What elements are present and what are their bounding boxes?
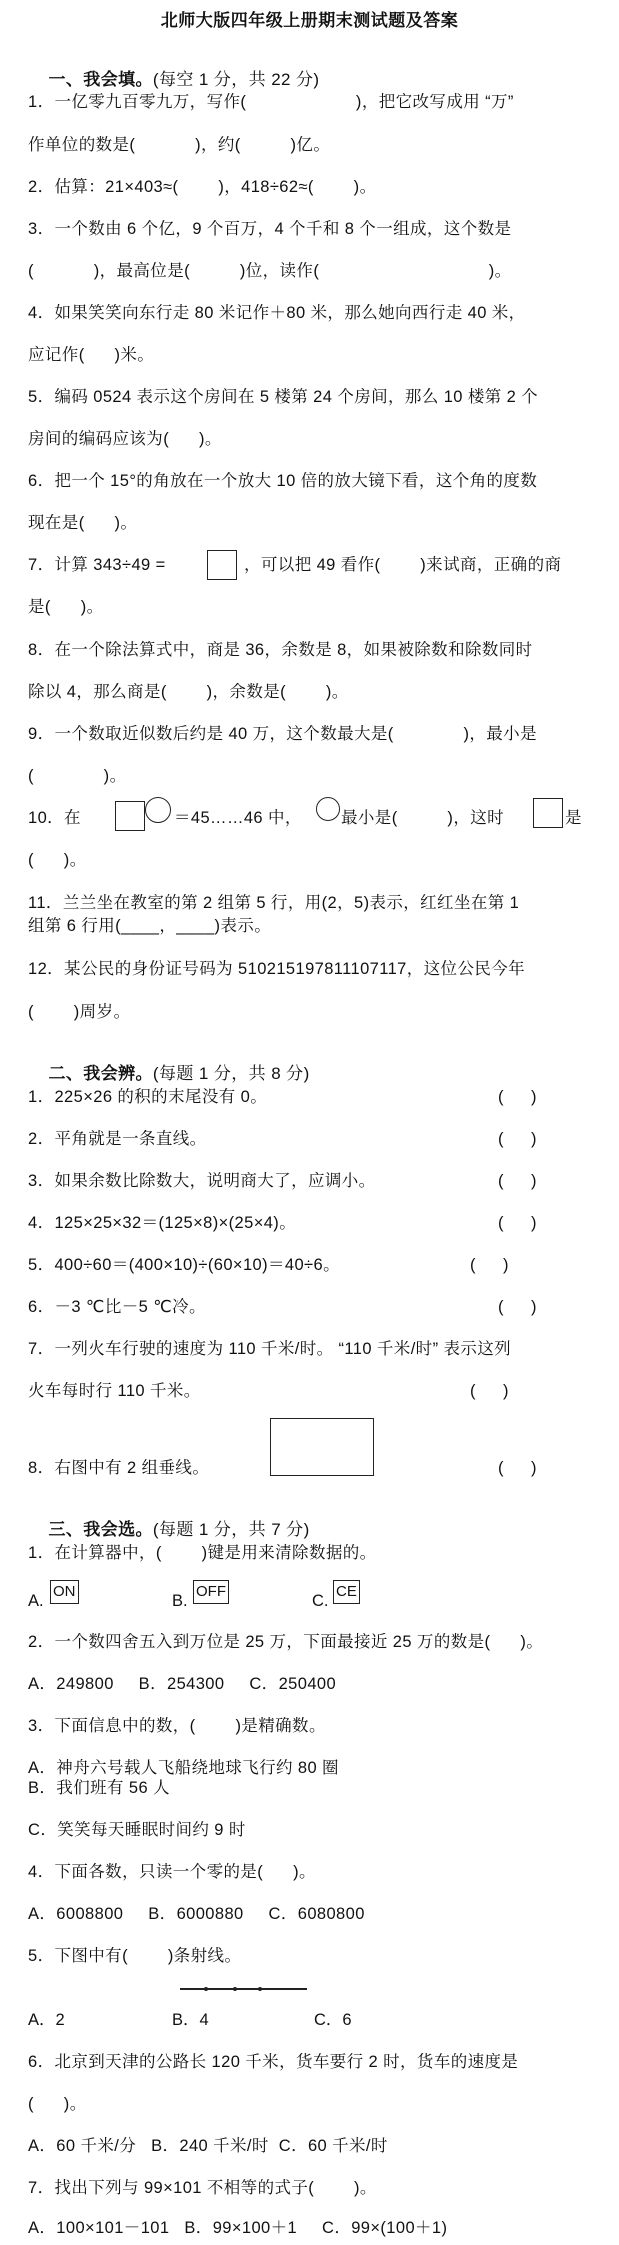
s1-line-9: 房间的编码应该为( )。 [28, 430, 222, 448]
page-title: 北师大版四年级上册期末测试题及答案 [160, 11, 459, 30]
s3-q5: 5．下图中有( )条射线。 [28, 1947, 242, 1965]
s2-bracket-4: ( ) [498, 1214, 537, 1232]
s1-line-27: ( )周岁。 [28, 1003, 131, 1021]
s2-bracket-7: ( ) [470, 1382, 509, 1400]
s3-q5-c: C．6 [314, 2011, 352, 2029]
s2-bracket-1: ( ) [498, 1088, 537, 1106]
s1-line-11: 现在是( )。 [28, 514, 138, 532]
s2-item-2: 2．平角就是一条直线。 [28, 1130, 207, 1148]
s1-line-2: 作单位的数是( )，约( )亿。 [28, 136, 331, 154]
section1-note: (每空 1 分，共 22 分) [152, 70, 320, 89]
s3-q1-c-label: C. [312, 1592, 329, 1610]
section3-note: (每题 1 分，共 7 分) [152, 1520, 310, 1539]
answer-box [207, 550, 237, 580]
s3-q3-b: B．我们班有 56 人 [28, 1779, 170, 1797]
s2-item-4: 4．125×25×32＝(125×8)×(25×4)。 [28, 1214, 297, 1232]
s3-q2: 2．一个数四舍五入到万位是 25 万，下面最接近 25 万的数是( )。 [28, 1633, 544, 1651]
s1-line-17: 9．一个数取近似数后约是 40 万，这个数最大是( )，最小是 [28, 725, 537, 743]
s2-item-7b: 火车每时行 110 千米。 [28, 1382, 201, 1400]
s2-item-3: 3．如果余数比除数大，说明商大了，应调小。 [28, 1172, 376, 1190]
s1-line-1: 1．一亿零九百零九万，写作( )，把它改写成用 “万” [28, 93, 514, 111]
s3-q1-a-label: A. [28, 1592, 44, 1610]
s1-line-16: 除以 4，那么商是( )，余数是( )。 [28, 683, 349, 701]
s1-line-25: 组第 6 行用(____，____)表示。 [28, 917, 272, 935]
s3-q7-options: A．100×101－101 B．99×100＋1 C．99×(100＋1) [28, 2219, 448, 2237]
s1-line-10: 6．把一个 15°的角放在一个放大 10 倍的放大镜下看，这个角的度数 [28, 472, 538, 490]
ray-point-1 [204, 1987, 208, 1991]
s1-line-15: 8．在一个除法算式中，商是 36，余数是 8，如果被除数和除数同时 [28, 641, 533, 659]
s1-line-8: 5．编码 0524 表示这个房间在 5 楼第 24 个房间，那么 10 楼第 2 个 [28, 388, 539, 406]
s3-q4: 4．下面各数，只读一个零的是( )。 [28, 1863, 316, 1881]
s1-line-4: 3．一个数由 6 个亿，9 个百万，4 个千和 8 个一组成，这个数是 [28, 220, 512, 238]
s1-q7-end: ，可以把 49 看作( )来试商，正确的商 [244, 556, 562, 574]
perpendicular-figure [270, 1418, 374, 1476]
circle-shape [145, 797, 171, 823]
s1-line-3: 2．估算：21×403≈( )，418÷62≈( )。 [28, 178, 377, 196]
s3-q3-c: C．笑笑每天睡眠时间约 9 时 [28, 1821, 246, 1839]
s1-q10-end: 最小是( )，这时 [341, 809, 505, 827]
s1-line-23: ( )。 [28, 851, 87, 869]
s3-q1-b-label: B. [172, 1592, 188, 1610]
section2-note: (每题 1 分，共 8 分) [152, 1064, 310, 1083]
s2-item-7: 7．一列火车行驶的速度为 110 千米/时。 “110 千米/时” 表示这列 [28, 1340, 512, 1358]
s3-q5-b: B．4 [172, 2011, 209, 2029]
s1-q7-start: 7．计算 343÷49 = [28, 556, 166, 574]
ce-key-icon: CE [333, 1580, 360, 1604]
s2-bracket-8: ( ) [498, 1459, 537, 1477]
s3-q3: 3．下面信息中的数，( )是精确数。 [28, 1717, 326, 1735]
s3-q4-options: A．6008800 B．6000880 C．6080800 [28, 1905, 365, 1923]
s2-bracket-3: ( ) [498, 1172, 537, 1190]
s2-bracket-5: ( ) [470, 1256, 509, 1274]
circle-shape-2 [316, 797, 340, 821]
s1-line-18: ( )。 [28, 767, 127, 785]
s2-bracket-6: ( ) [498, 1298, 537, 1316]
s2-item-8: 8．右图中有 2 组垂线。 [28, 1459, 210, 1477]
s3-q2-options: A．249800 B．254300 C．250400 [28, 1675, 337, 1693]
s1-line-6: 4．如果笑笑向东行走 80 米记作＋80 米，那么她向西行走 40 米， [28, 304, 526, 322]
s2-bracket-2: ( ) [498, 1130, 537, 1148]
ray-point-2 [233, 1987, 237, 1991]
s1-q10-suffix: 是 [565, 809, 582, 827]
s3-q3-a: A．神舟六号载人飞船绕地球飞行约 80 圈 [28, 1759, 339, 1777]
square-box-2 [533, 798, 563, 828]
s2-item-5: 5．400÷60＝(400×10)÷(60×10)＝40÷6。 [28, 1256, 340, 1274]
s1-line-7: 应记作( )米。 [28, 346, 155, 364]
s3-q1: 1．在计算器中，( )键是用来清除数据的。 [28, 1544, 377, 1562]
s3-q5-a: A．2 [28, 2011, 65, 2029]
s1-line-5: ( )，最高位是( )位，读作( )。 [28, 262, 512, 280]
s1-q10-middle: ＝45……46 中， [174, 809, 302, 827]
section3-title: 三、我会选。 [48, 1520, 153, 1539]
section2-title: 二、我会辨。 [48, 1064, 153, 1083]
ray-point-3 [258, 1987, 262, 1991]
s1-line-26: 12．某公民的身份证号码为 510215197811107117，这位公民今年 [28, 960, 526, 978]
s2-item-6: 6．－3 ℃比－5 ℃冷。 [28, 1298, 206, 1316]
off-key-icon: OFF [193, 1580, 229, 1604]
section1-title: 一、我会填。 [48, 70, 153, 89]
square-box [115, 801, 145, 831]
s3-q7: 7．找出下列与 99×101 不相等的式子( )。 [28, 2179, 377, 2197]
s3-q6-options: A．60 千米/分 B．240 千米/时 C．60 千米/时 [28, 2137, 388, 2155]
on-key-icon: ON [50, 1580, 79, 1604]
s3-q6: 6．北京到天津的公路长 120 千米，货车要行 2 时，货车的速度是 [28, 2053, 519, 2071]
s1-line-14: 是( )。 [28, 598, 104, 616]
s3-q6b: ( )。 [28, 2095, 87, 2113]
s1-q10-start: 10．在 [28, 809, 81, 827]
s1-line-24: 11．兰兰坐在教室的第 2 组第 5 行，用(2，5)表示，红红坐在第 1 [28, 894, 520, 912]
s2-item-1: 1．225×26 的积的末尾没有 0。 [28, 1088, 268, 1106]
ray-figure [180, 1988, 307, 1990]
